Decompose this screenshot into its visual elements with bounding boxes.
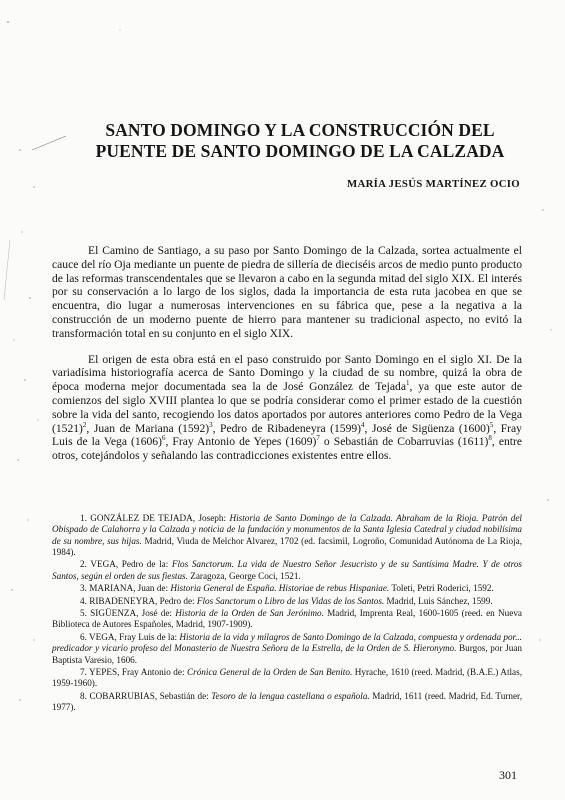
footnotes xyxy=(52,513,522,715)
paragraph-2-text: , entre otros, cotejándolos y señalando las contradicciones existentes entre ellos. xyxy=(52,435,523,463)
footnote-publication: Madrid, Viuda de Melchor Alvarez, 1702 (ed. facsimil, Logroño, Comunidad Autónoma de La Rioja, 1984). xyxy=(52,535,523,557)
paragraph-2-text: , ya que este autor de comienzos del siglo XVIII plantea lo que se podría considerar como el primer estado de la cuestión sobre la vida del santo, recogiendo los datos aportados por autores anteriores como Pedro de la Vega (1521) xyxy=(52,380,522,435)
footnote-lead: 4. RIBADENEYRA, Pedro de: xyxy=(80,595,197,606)
footnote-ref-8: 8 xyxy=(488,434,492,443)
footnote-1 xyxy=(52,513,522,558)
footnote-work-title: Crónica General de la Orden de San Benito. xyxy=(187,666,353,677)
paragraph-2-text: , Juan de Mariana (1592) xyxy=(86,421,210,435)
footnote-ref-6: 6 xyxy=(161,434,166,443)
footnote-lead: 1. GONZÁLEZ DE TEJADA, Joseph: xyxy=(80,513,230,523)
footnote-work-title: Historia de la vida y milagros de Santo Domingo de la Calzada, compuesta y ordenada por... predicador y vicario profeso del Monasterio de Nuestra Señora de la Estrella, de la Orden de S. Hieronymo. xyxy=(52,631,522,654)
footnote-7 xyxy=(52,667,522,690)
footnote-ref-5: 5 xyxy=(489,420,494,429)
footnote-lead: 5. SIGÜENZA, José de: xyxy=(80,608,176,619)
footnote-publication: Burgos, por Juan Baptista Varesio, 1606. xyxy=(52,643,522,665)
footnote-ref-2: 2 xyxy=(82,420,87,429)
footnote-work-title: Historia General de España. Historiae de rebus Hispaniae. xyxy=(170,583,390,594)
paragraph-2-text: El origen de esta obra está en el paso construido por Santo Domingo en el siglo XI. De la variadísima historiografía acerca de Santo Domingo y la ciudad de su nombre, quizá la obra de época moderna mejor documentada sea la de José González de Tejada xyxy=(52,352,522,394)
footnote-3 xyxy=(52,583,522,594)
footnote-publication: Toleti, Petri Roderici, 1592. xyxy=(389,583,494,594)
paragraph-2-text: , José de Sigüenza (1600) xyxy=(364,421,490,435)
footnote-work-title: Historia de la Orden de San Jerónimo. xyxy=(175,608,324,619)
page-number: 301 xyxy=(499,768,517,782)
footnote-publication: Madrid, 1611 (reed. Madrid, Ed. Turner, 1977). xyxy=(52,690,523,713)
footnote-6 xyxy=(52,632,522,666)
footnote-ref-1: 1 xyxy=(406,379,410,388)
footnote-work-title: Flos Sanctorum o Libro de las Vidas de los Santos. xyxy=(196,595,385,606)
footnote-ref-7: 7 xyxy=(316,434,320,443)
paragraph-2-text: o Sebastián de Cobarruvias (1611) xyxy=(319,435,489,449)
footnote-ref-4: 4 xyxy=(361,420,365,429)
footnote-5 xyxy=(52,608,522,631)
footnote-work-title: Tesoro de la lengua castellana o española. xyxy=(211,690,370,701)
footnote-8 xyxy=(52,691,522,714)
footnote-work-title: Flos Sanctorum. La vida de Nuestro Señor Jesucristo y de su Santísima Madre. Y de otros Santos, según el orden de sus fiestas. xyxy=(52,559,522,581)
footnote-lead: 2. VEGA, Pedro de la: xyxy=(80,559,172,570)
footnote-2 xyxy=(52,559,522,582)
paragraph-2-text: , Pedro de Ribadeneyra (1599) xyxy=(212,421,362,435)
article-title xyxy=(40,120,560,162)
footnote-work-title: Historia de Santo Domingo de la Calzada. Abraham de la Rioja. Patrón del Obispado de Calahorra y la Calzada y noticia de la fundación y monumentos de la Santa Iglesia Catedral y ciudad nobilísima de su nombre, sus hijas. xyxy=(52,513,522,546)
author-name: MARÍA JESÚS MARTÍNEZ OCIO xyxy=(347,178,520,190)
footnote-publication: Hyrache, 1610 (reed. Madrid, (B.A.E.) Atlas, 1959-1960). xyxy=(52,666,522,689)
footnote-lead: 3. MARIANA, Juan de: xyxy=(80,583,171,594)
footnote-ref-3: 3 xyxy=(209,420,213,429)
paragraph-2-text: , Fray Luis de la Vega (1606) xyxy=(52,421,522,449)
footnote-lead: 7. YEPES, Fray Antonio de: xyxy=(80,666,187,677)
footnote-publication: Zaragoza, George Coci, 1521. xyxy=(187,570,301,581)
footnote-publication: Madrid, Imprenta Real, 1600-1605 (reed. en Nueva Biblioteca de Autores Españoles, Madrid, 1907-1909). xyxy=(52,608,522,630)
paragraph-2-text: , Fray Antonio de Yepes (1609) xyxy=(165,435,317,449)
article-body xyxy=(52,244,522,475)
body-paragraph-2 xyxy=(52,353,522,463)
footnote-lead: 8. COBARRUBIAS, Sebastián de: xyxy=(80,690,212,701)
footnote-publication: Madrid, Luis Sánchez, 1599. xyxy=(384,595,493,606)
footnote-4 xyxy=(52,596,522,607)
title-line-1: SANTO DOMINGO Y LA CONSTRUCCIÓN DEL xyxy=(105,120,495,140)
body-paragraph-1: El Camino de Santiago, a su paso por Santo Domingo de la Calzada, sortea actualmente el cauce del río Oja mediante un puente de piedra de sillería de dieciséis arcos de medio punto producto de las reformas transcendentales que se llevaron a cabo en la segunda mitad del siglo XIX. El interés por su conservación a lo largo de los siglos, dada la importancia de esta ruta jacobea en que se encuentra, dio lugar a numerosas intervenciones en su fábrica que, pese a la negativa a la construcción de un moderno puente de hierro para mantener su tradicional aspecto, no evitó la transformación total en su conjunto en el siglo XIX. xyxy=(52,244,522,340)
title-line-2: PUENTE DE SANTO DOMINGO DE LA CALZADA xyxy=(95,141,505,161)
footnote-lead: 6. VEGA, Fray Luis de la: xyxy=(80,631,180,642)
